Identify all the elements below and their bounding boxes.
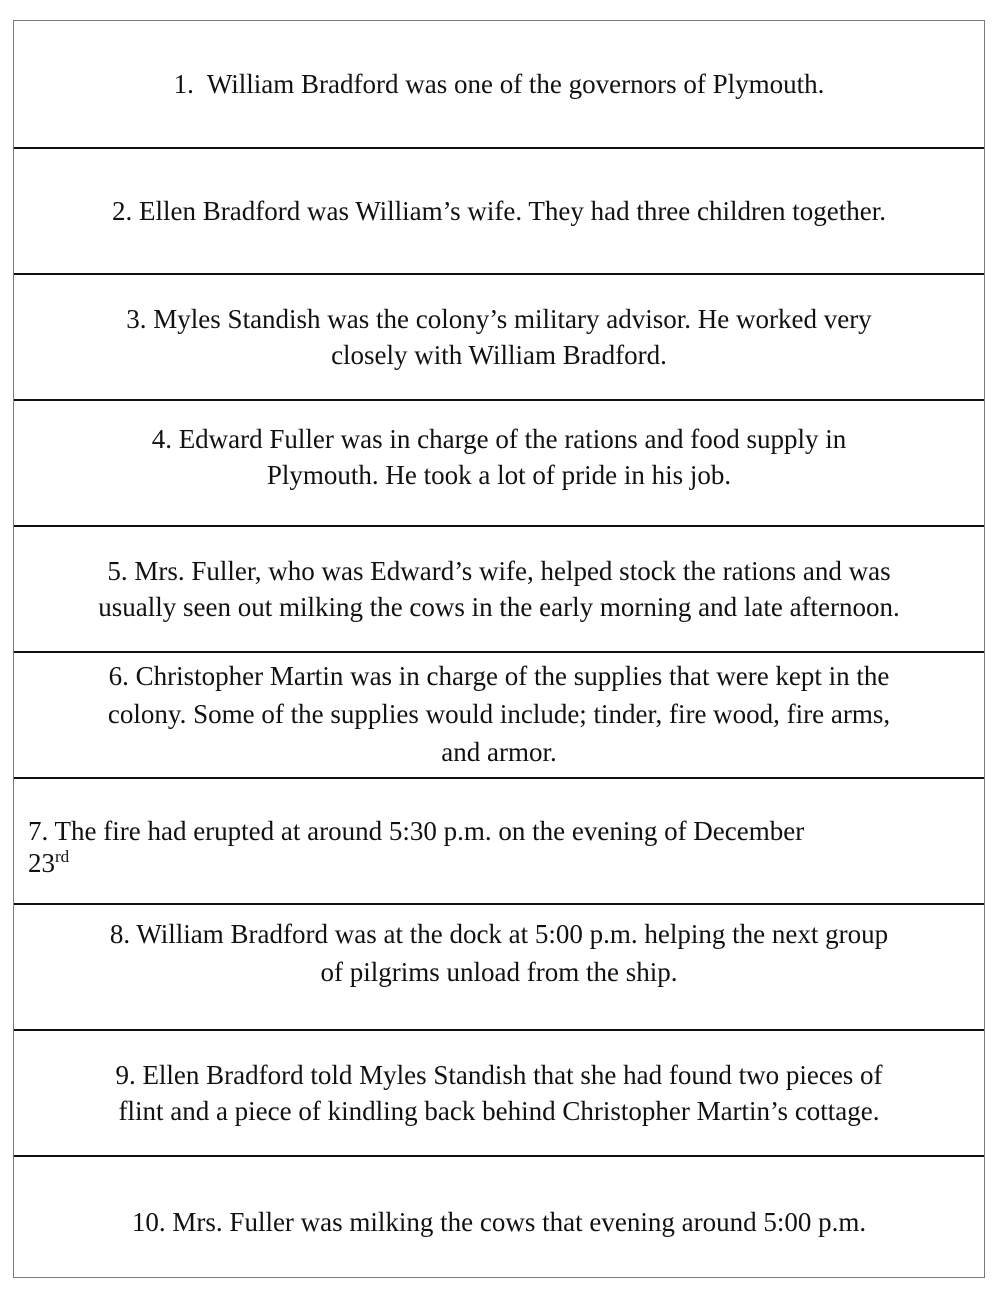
clue-row-4	[14, 399, 984, 525]
clue-line: and armor.	[441, 737, 557, 767]
clue-text-1	[174, 66, 825, 102]
clue-line: closely with William Bradford.	[331, 340, 667, 370]
clue-row-7	[14, 777, 984, 903]
clue-text-4	[152, 421, 847, 493]
clue-text-8	[110, 915, 888, 991]
clue-row-8	[14, 903, 984, 1029]
clue-row-2	[14, 147, 984, 273]
date-day: 23	[28, 848, 55, 878]
clue-number: 1.	[173, 69, 194, 99]
clue-line: 9. Ellen Bradford told Myles Standish that she had found two pieces of	[115, 1060, 883, 1090]
clue-line: 10. Mrs. Fuller was milking the cows that evening around 5:00 p.m.	[131, 1207, 867, 1237]
clue-text-2	[112, 193, 886, 229]
clue-line: colony. Some of the supplies would include; tinder, fire wood, fire arms,	[107, 699, 891, 729]
clue-card-table	[13, 20, 985, 1278]
clue-line: 5. Mrs. Fuller, who was Edward’s wife, helped stock the rations and was	[107, 556, 891, 586]
clue-line: flint and a piece of kindling back behind Christopher Martin’s cottage.	[118, 1096, 880, 1126]
clue-line: 4. Edward Fuller was in charge of the rations and food supply in	[151, 424, 847, 454]
clue-row-6	[14, 651, 984, 777]
clue-line: 7. The fire had erupted at around 5:30 p.m. on the evening of December	[28, 816, 805, 846]
clue-line: usually seen out milking the cows in the early morning and late afternoon.	[98, 592, 900, 622]
clue-text-3	[126, 301, 871, 373]
clue-row-9	[14, 1029, 984, 1155]
clue-line: of pilgrims unload from the ship.	[320, 957, 678, 987]
clue-row-10	[14, 1155, 984, 1281]
clue-row-5	[14, 525, 984, 651]
clue-body: William Bradford was one of the governors of Plymouth.	[206, 69, 825, 99]
clue-line: 3. Myles Standish was the colony’s military advisor. He worked very	[126, 304, 872, 334]
clue-row-3	[14, 273, 984, 399]
clue-text-5	[98, 553, 900, 625]
clue-text-10	[132, 1204, 866, 1240]
clue-row-1	[14, 21, 984, 147]
clue-line	[28, 847, 804, 879]
date-ordinal-suffix: rd	[55, 847, 70, 866]
clue-text-7	[28, 815, 804, 879]
clue-text-9	[115, 1057, 882, 1129]
clue-line: 6. Christopher Martin was in charge of the supplies that were kept in the	[108, 661, 890, 691]
clue-line: 8. William Bradford was at the dock at 5:00 p.m. helping the next group	[109, 919, 889, 949]
clue-line	[174, 66, 825, 102]
clue-line: Plymouth. He took a lot of pride in his job.	[266, 460, 732, 490]
clue-text-6	[108, 657, 890, 771]
clue-line: 2. Ellen Bradford was William’s wife. They had three children together.	[112, 196, 886, 226]
